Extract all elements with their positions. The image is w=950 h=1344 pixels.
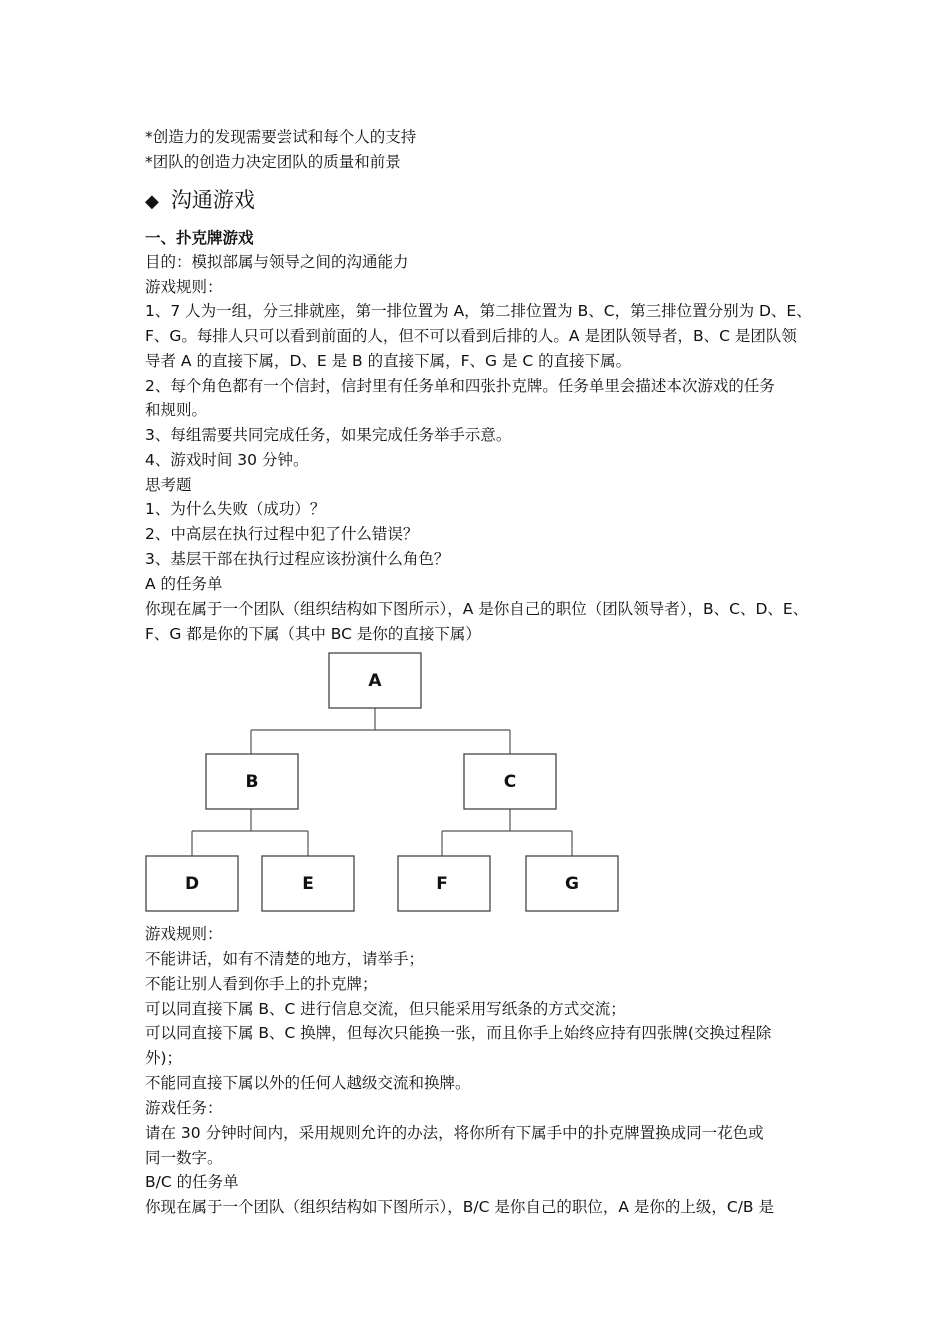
a-rule-line: 不能同直接下属以外的任何人越级交流和换牌。 xyxy=(145,1074,471,1092)
org-node-label: C xyxy=(503,772,517,792)
section-title: 沟通游戏 xyxy=(170,188,255,212)
question-line: 2、中高层在执行过程中犯了什么错误？ xyxy=(145,525,419,543)
rule-line: 和规则。 xyxy=(145,401,208,419)
diamond-bullet-icon: ◆ xyxy=(145,191,159,212)
rules-label: 游戏规则： xyxy=(145,278,223,296)
task-bc-label: B/C 的任务单 xyxy=(145,1173,239,1191)
a-rule-line: 外)； xyxy=(145,1049,183,1067)
org-node-label: D xyxy=(184,874,200,894)
org-node-label: G xyxy=(565,874,579,894)
rule-line: 1、7 人为一组，分三排就座，第一排位置为 A，第二排位置为 B、C，第三排位置分别为 D、E、 xyxy=(145,302,812,320)
game-heading: 一、扑克牌游戏 xyxy=(145,229,254,247)
a-task-line: 请在 30 分钟时间内，采用规则允许的办法，将你所有下属手中的扑克牌置换成同一花色或 xyxy=(145,1124,764,1142)
a-rule-line: 不能让别人看到你手上的扑克牌； xyxy=(145,975,378,993)
org-node-label: E xyxy=(302,874,314,894)
a-rules-label: 游戏规则： xyxy=(145,925,223,943)
purpose-line: 目的：模拟部属与领导之间的沟通能力 xyxy=(145,253,409,271)
question-line: 1、为什么失败（成功）？ xyxy=(145,500,326,518)
a-rule-line: 不能讲话，如有不清楚的地方，请举手； xyxy=(145,950,425,968)
org-chart xyxy=(140,648,630,918)
org-node-label: F xyxy=(436,874,448,894)
a-task-label: 游戏任务： xyxy=(145,1099,223,1117)
rule-line: 4、游戏时间 30 分钟。 xyxy=(145,451,309,469)
task-bc-intro-line: 你现在属于一个团队（组织结构如下图所示），B/C 是你自己的职位，A 是你的上级，C/B 是 xyxy=(145,1198,774,1216)
rule-line: 导者 A 的直接下属，D、E 是 B 的直接下属，F、G 是 C 的直接下属。 xyxy=(145,352,632,370)
task-a-label: A 的任务单 xyxy=(145,575,223,593)
intro-line: *团队的创造力决定团队的质量和前景 xyxy=(145,153,401,171)
intro-line: *创造力的发现需要尝试和每个人的支持 xyxy=(145,128,417,146)
task-a-intro-line: F、G 都是你的下属（其中 BC 是你的直接下属） xyxy=(145,625,481,643)
rule-line: 2、每个角色都有一个信封，信封里有任务单和四张扑克牌。任务单里会描述本次游戏的任务 xyxy=(145,377,775,395)
task-a-intro-line: 你现在属于一个团队（组织结构如下图所示），A 是你自己的职位（团队领导者），B、C、D、E、 xyxy=(145,600,809,618)
a-rule-line: 可以同直接下属 B、C 换牌，但每次只能换一张，而且你手上始终应持有四张牌(交换过程除 xyxy=(145,1024,772,1042)
section-heading xyxy=(145,185,255,217)
org-chart-svg xyxy=(140,648,630,918)
questions-label: 思考题 xyxy=(145,476,192,494)
org-node-label: A xyxy=(368,671,382,691)
rule-line: 3、每组需要共同完成任务，如果完成任务举手示意。 xyxy=(145,426,512,444)
org-node-label: B xyxy=(245,772,259,792)
a-task-line: 同一数字。 xyxy=(145,1149,223,1167)
a-rule-line: 可以同直接下属 B、C 进行信息交流，但只能采用写纸条的方式交流； xyxy=(145,1000,626,1018)
question-line: 3、基层干部在执行过程应该扮演什么角色？ xyxy=(145,550,450,568)
rule-line: F、G。每排人只可以看到前面的人，但不可以看到后排的人。A 是团队领导者，B、C 是团队领 xyxy=(145,327,797,345)
